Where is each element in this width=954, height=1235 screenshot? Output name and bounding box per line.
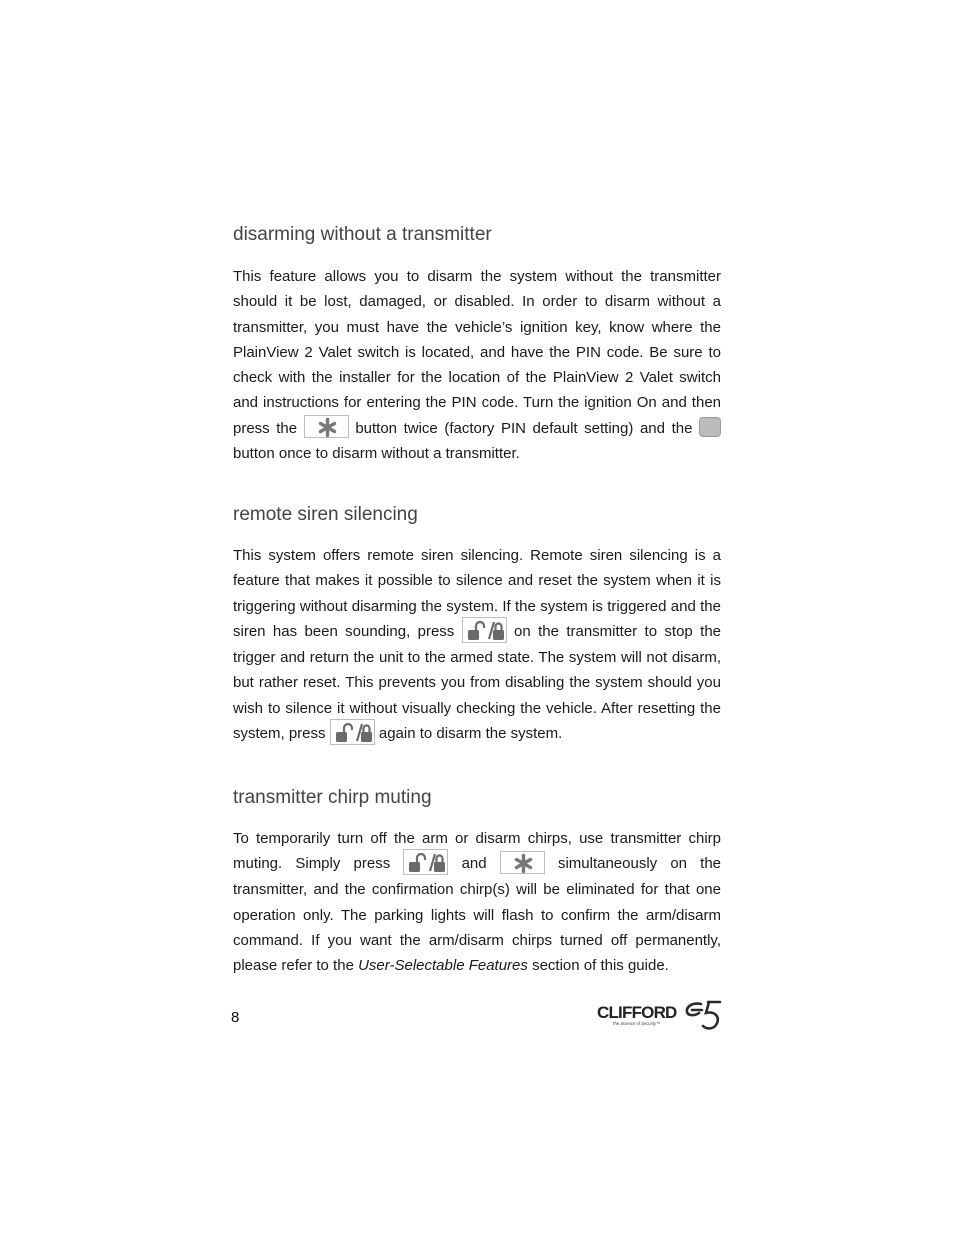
- body-text-italic: User-Selectable Features: [358, 957, 528, 975]
- body-text: button twice (factory PIN default setting) and the: [355, 419, 693, 437]
- section-body-siren: [233, 543, 721, 747]
- lock-unlock-button-icon: [330, 719, 375, 745]
- blank-button-icon: [699, 417, 721, 437]
- section-body-chirp: [233, 826, 721, 979]
- logo-tagline: The Science of Security™: [612, 1021, 661, 1026]
- body-text: To temporarily turn off the arm or disarm chirps, use transmitter chirp muting. Simply press: [233, 830, 721, 873]
- asterisk-button-icon: [304, 415, 349, 438]
- clifford-logo: [596, 998, 722, 1034]
- section-body-disarming: [233, 264, 721, 466]
- lock-unlock-button-icon: [403, 849, 448, 875]
- body-text: on the transmitter to stop the trigger and return the unit to the armed state. The system will not disarm, but rather reset. This prevents you from disabling the system should you wish to silence it without visually checking the vehicle. After resetting the system, press: [233, 622, 721, 742]
- lock-unlock-button-icon: [462, 617, 507, 643]
- body-text: This feature allows you to disarm the system without the transmitter should it be lost, damaged, or disabled. In order to disarm without a transmitter, you must have the vehicle’s ignition key, know where the PlainView 2 Valet switch is located, and have the PIN code. Be sure to check with the installer for the location of the PlainView 2 Valet switch and instructions for entering the PIN code. Turn the ignition On and then press the: [233, 268, 721, 437]
- body-text: again to disarm the system.: [378, 724, 563, 742]
- body-text: button once to disarm without a transmitter.: [233, 445, 520, 463]
- body-text: This system offers remote siren silencing. Remote siren silencing is a feature that makes it possible to silence and reset the system when it is triggering without disarming the system. If the system is triggered and the siren has been sounding, press: [233, 547, 721, 640]
- section-heading-chirp: transmitter chirp muting: [233, 787, 432, 808]
- logo-text: CLIFFORD: [597, 1003, 677, 1022]
- body-text: section of this guide.: [532, 957, 669, 975]
- section-heading-disarming: disarming without a transmitter: [233, 224, 492, 245]
- body-text: and: [461, 855, 487, 873]
- page-number: 8: [231, 1009, 240, 1026]
- body-text: simultaneously on the transmitter, and the confirmation chirp(s) will be eliminated for that one operation only. The parking lights will flash to confirm the arm/disarm command. If you want the arm/disarm chirps turned off permanently, please refer to the: [233, 855, 722, 975]
- asterisk-button-icon: [500, 851, 545, 874]
- g5-badge-icon: [687, 1002, 720, 1028]
- section-heading-siren: remote siren silencing: [233, 504, 418, 525]
